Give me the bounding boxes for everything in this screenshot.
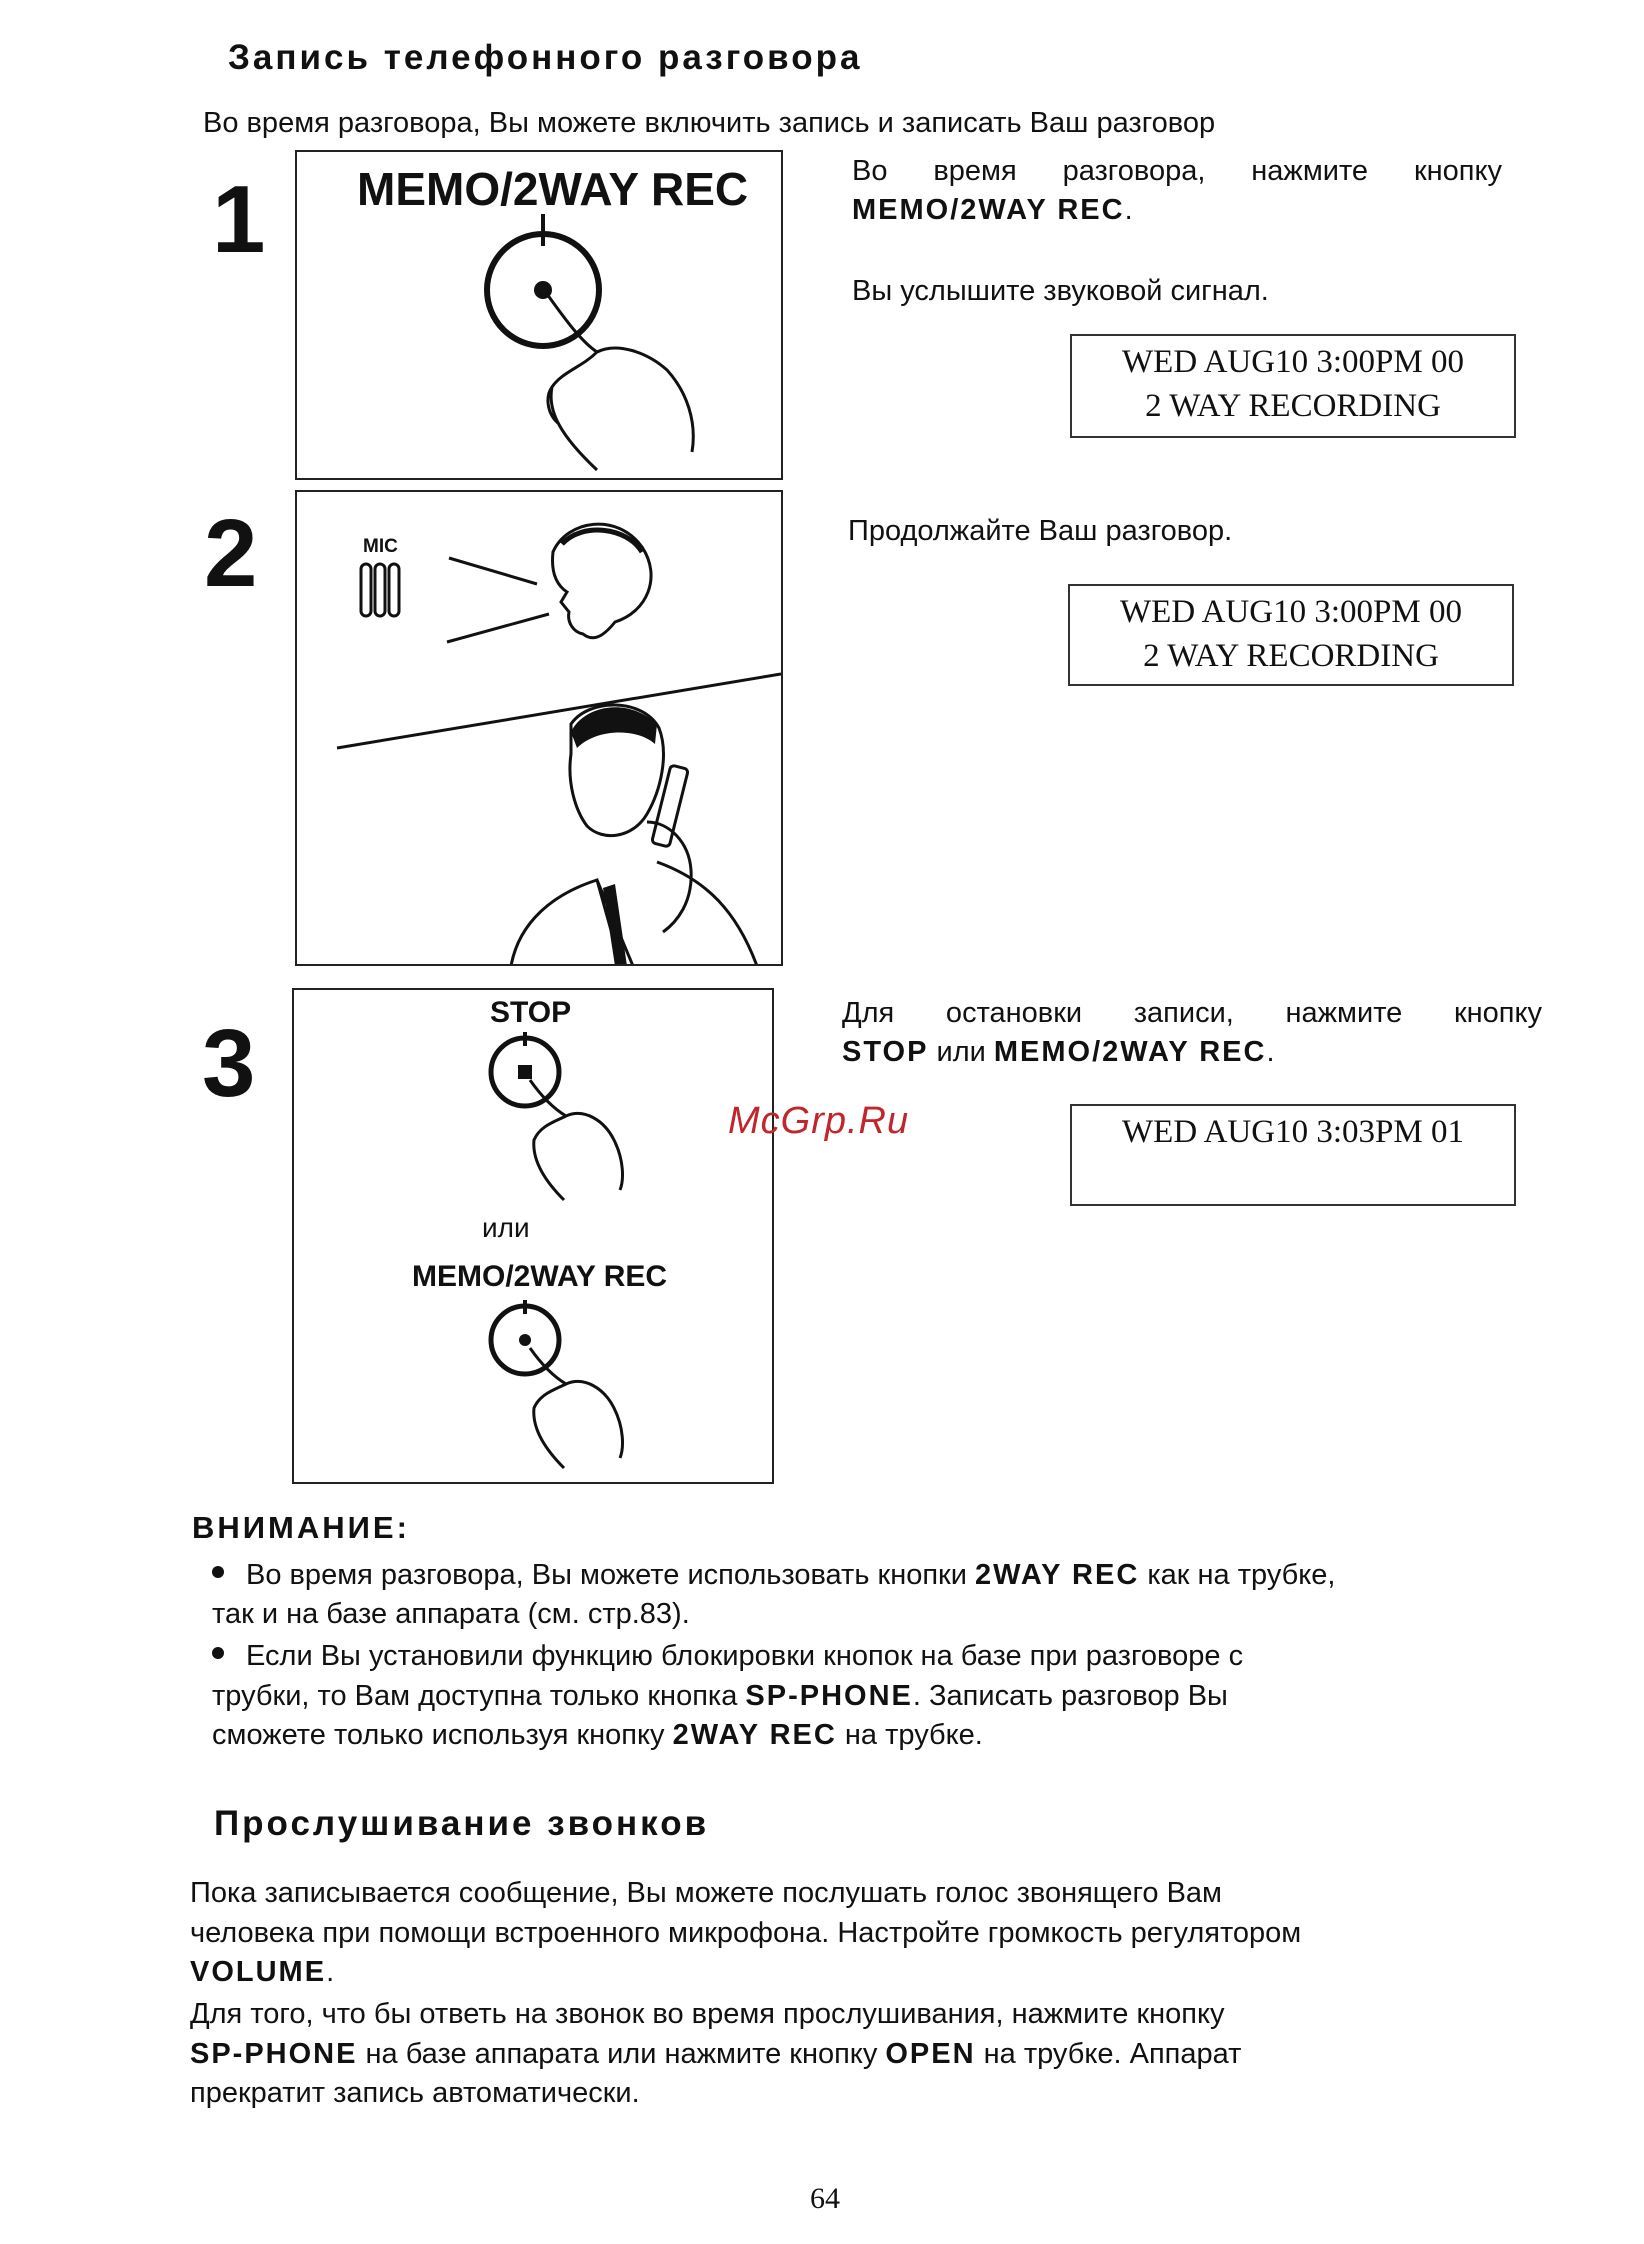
monitoring-p2-line-3: прекратит запись автоматически. bbox=[190, 2077, 640, 2109]
attention-bullet-2-line-2 bbox=[212, 1677, 1228, 1716]
buttons-illustration bbox=[294, 990, 774, 1484]
monitoring-p1-line-1: Пока записывается сообщение, Вы можете послушать голос звонящего Вам bbox=[190, 1877, 1222, 1909]
step1-period: . bbox=[1124, 194, 1133, 226]
step3-instruction bbox=[842, 994, 1542, 1033]
lcd-line-1: WED AUG10 3:00PM 00 bbox=[1120, 594, 1462, 630]
step1-key-line bbox=[852, 191, 1133, 230]
memo-2way-rec-label-2: MEMO/2WAY REC bbox=[412, 1260, 668, 1293]
attention-text: на трубке. bbox=[836, 1719, 983, 1751]
monitoring-text: на базе аппарата или нажмите кнопку bbox=[357, 2038, 886, 2070]
monitoring-p1-line-2: человека при помощи встроенного микрофона. Настройте громкость регулятором bbox=[190, 1917, 1302, 1949]
mic-slot-2 bbox=[375, 564, 385, 616]
memo-2way-rec-label: MEMO/2WAY REC bbox=[357, 163, 749, 215]
monitoring-text: на трубке. Аппарат bbox=[975, 2038, 1242, 2070]
hand-icon bbox=[547, 294, 693, 470]
attention-text: . Записать разговор Вы bbox=[912, 1680, 1228, 1712]
hand-icon-stop bbox=[530, 1080, 622, 1200]
attention-title: ВНИМАНИЕ: bbox=[192, 1510, 410, 1545]
mic-slot-3 bbox=[389, 564, 399, 616]
lcd-display-3 bbox=[1070, 1104, 1516, 1206]
step3-text: Для остановки записи, нажмите кнопку bbox=[842, 997, 1542, 1029]
step2-instruction: Продолжайте Ваш разговор. bbox=[848, 515, 1233, 547]
lcd-display-1 bbox=[1070, 334, 1516, 438]
handset-icon bbox=[652, 765, 689, 847]
stop-label: STOP bbox=[490, 996, 572, 1029]
monitoring-p2-line-1: Для того, что бы ответь на звонок во время прослушивания, нажмите кнопку bbox=[190, 1998, 1225, 2030]
attention-text: Во время разговора, Вы можете использовать кнопки bbox=[246, 1559, 975, 1591]
key-2way-rec: 2WAY REC bbox=[672, 1719, 837, 1751]
bullet-icon bbox=[212, 1566, 224, 1578]
key-sp-phone: SP-PHONE bbox=[190, 2038, 358, 2070]
monitoring-text: . bbox=[326, 1956, 335, 1988]
lcd-line-1: WED AUG10 3:03PM 01 bbox=[1122, 1114, 1464, 1150]
attention-text: сможете только используя кнопку bbox=[212, 1719, 673, 1751]
key-2way-rec: 2WAY REC bbox=[974, 1559, 1140, 1591]
watermark: McGrp.Ru bbox=[728, 1100, 910, 1142]
memo-2way-rec-key: MEMO/2WAY REC bbox=[852, 194, 1125, 226]
or-label: или bbox=[482, 1212, 530, 1243]
mic-slot-1 bbox=[361, 564, 371, 616]
attention-bullet-1-line-1 bbox=[212, 1556, 1335, 1595]
step3-illustration bbox=[292, 988, 774, 1484]
section-title-monitoring: Прослушивание звонков bbox=[214, 1804, 710, 1843]
step1-beep-note: Вы услышите звуковой сигнал. bbox=[852, 275, 1269, 307]
step3-or: или bbox=[928, 1036, 994, 1068]
lcd-line-2: 2 WAY RECORDING bbox=[1143, 638, 1439, 674]
attention-bullet-2-line-3 bbox=[212, 1716, 983, 1755]
button-press-illustration bbox=[297, 152, 783, 480]
tie-icon bbox=[603, 884, 627, 966]
attention-text: как на трубке, bbox=[1139, 1559, 1336, 1591]
step3-period: . bbox=[1266, 1036, 1275, 1068]
conversation-illustration bbox=[297, 492, 783, 966]
step1-instruction bbox=[852, 152, 1502, 191]
step2-illustration bbox=[295, 490, 783, 966]
page-number: 64 bbox=[810, 2182, 840, 2215]
step1-text: Во время разговора, нажмите кнопку bbox=[852, 155, 1502, 187]
attention-bullet-1-line-2: так и на базе аппарата (см. стр.83). bbox=[212, 1598, 690, 1630]
mic-label: MIC bbox=[363, 536, 398, 557]
lcd-line-2: 2 WAY RECORDING bbox=[1145, 388, 1441, 424]
attention-bullet-2-line-1 bbox=[212, 1637, 1243, 1676]
attention-text: Если Вы установили функцию блокировки кнопок на базе при разговоре с bbox=[246, 1640, 1244, 1672]
divider-line bbox=[337, 674, 781, 748]
stop-key: STOP bbox=[842, 1036, 929, 1068]
section-intro: Во время разговора, Вы можете включить запись и записать Ваш разговор bbox=[203, 107, 1216, 139]
step-number-1: 1 bbox=[212, 166, 266, 273]
step1-illustration bbox=[295, 150, 783, 480]
bullet-icon bbox=[212, 1647, 224, 1659]
step3-key-line bbox=[842, 1033, 1275, 1072]
monitoring-p1-line-3 bbox=[190, 1953, 334, 1992]
attention-text: трубки, то Вам доступна только кнопка bbox=[212, 1680, 746, 1712]
key-volume: VOLUME bbox=[190, 1956, 327, 1988]
lcd-display-2 bbox=[1068, 584, 1514, 686]
lcd-line-1: WED AUG10 3:00PM 00 bbox=[1122, 344, 1464, 380]
key-open: OPEN bbox=[885, 2038, 976, 2070]
memo-2way-rec-key-2: MEMO/2WAY REC bbox=[993, 1036, 1267, 1068]
section-title-recording: Запись телефонного разговора bbox=[228, 38, 863, 77]
step-number-3: 3 bbox=[202, 1010, 256, 1117]
key-sp-phone: SP-PHONE bbox=[745, 1680, 913, 1712]
step-number-2: 2 bbox=[204, 500, 258, 607]
monitoring-p2-line-2 bbox=[190, 2035, 1241, 2074]
man-suit-icon bbox=[511, 862, 757, 966]
hand-icon-memo bbox=[530, 1348, 622, 1468]
